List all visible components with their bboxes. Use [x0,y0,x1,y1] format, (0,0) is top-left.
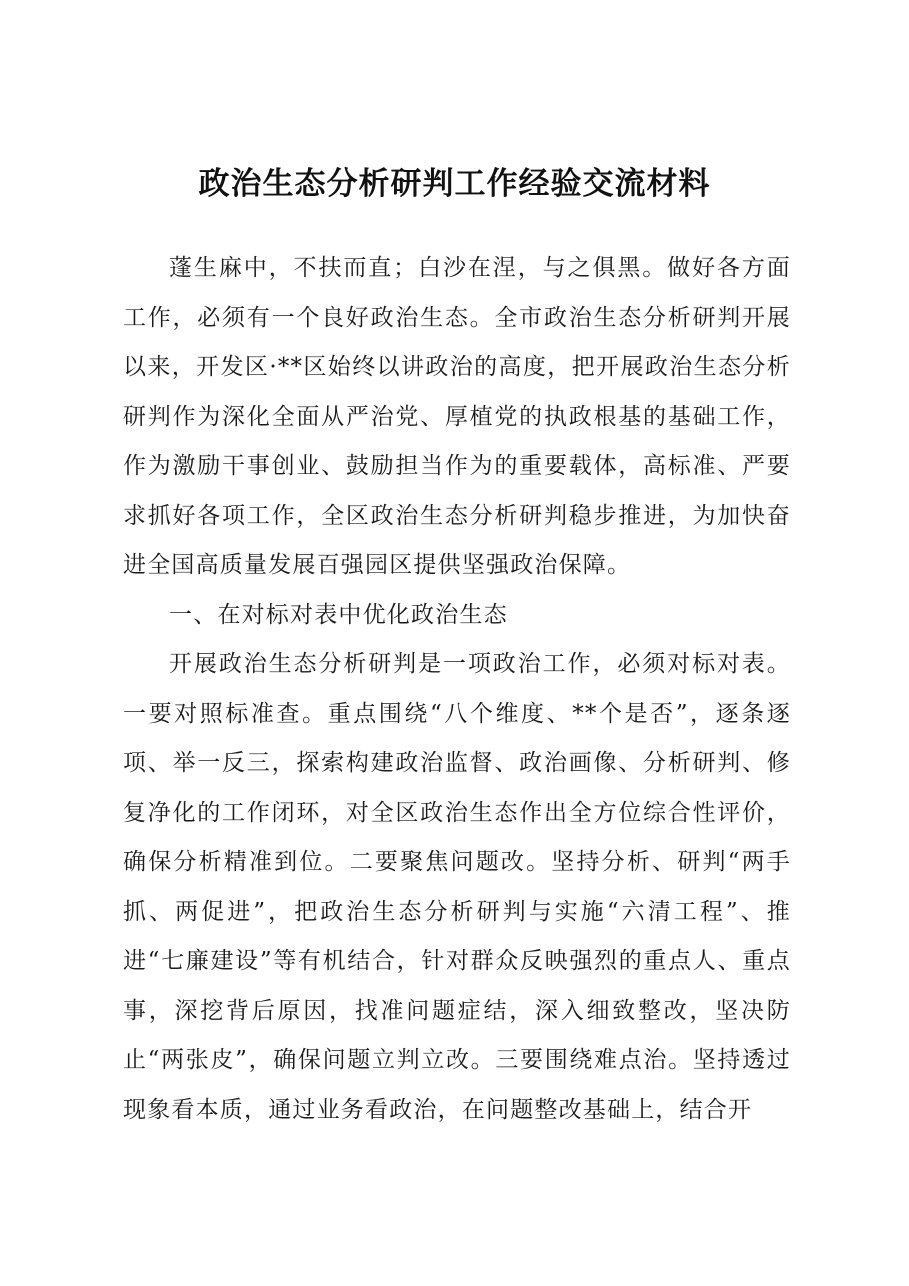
paragraph-section-1: 开展政治生态分析研判是一项政治工作，必须对标对表。一要对照标准查。重点围绕“八个维度、**个是否”，逐条逐项、举一反三，探索构建政治监督、政治画像、分析研判、修复净化的工作闭环，对全区政治生态作出全方位综合性评价，确保分析精准到位。二要聚焦问题改。坚持分析、研判“两手抓、两促进”，把政治生态分析研判与实施“六清工程”、推进“七廉建设”等有机结合，针对群众反映强烈的重点人、重点事，深挖背后原因，找准问题症结，深入细致整改，坚决防止“两张皮”，确保问题立判立改。三要围绕难点治。坚持透过现象看本质，通过业务看政治，在问题整改基础上，结合开 [123,651,791,1123]
paragraph-intro: 蓬生麻中，不扶而直；白沙在涅，与之俱黑。做好各方面工作，必须有一个良好政治生态。全市政治生态分析研判开展以来，开发区·**区始终以讲政治的高度，把开展政治生态分析研判作为深化全面从严治党、厚植党的执政根基的基础工作，作为激励干事创业、鼓励担当作为的重要载体，高标准、严要求抓好各项工作，全区政治生态分析研判稳步推进，为加快奋进全国高质量发展百强园区提供坚强政治保障。 [123,255,791,578]
document-title: 政治生态分析研判工作经验交流材料 [198,166,711,202]
section-heading-1: 一、在对标对表中优化政治生态 [169,601,508,628]
document-body [123,244,791,1135]
